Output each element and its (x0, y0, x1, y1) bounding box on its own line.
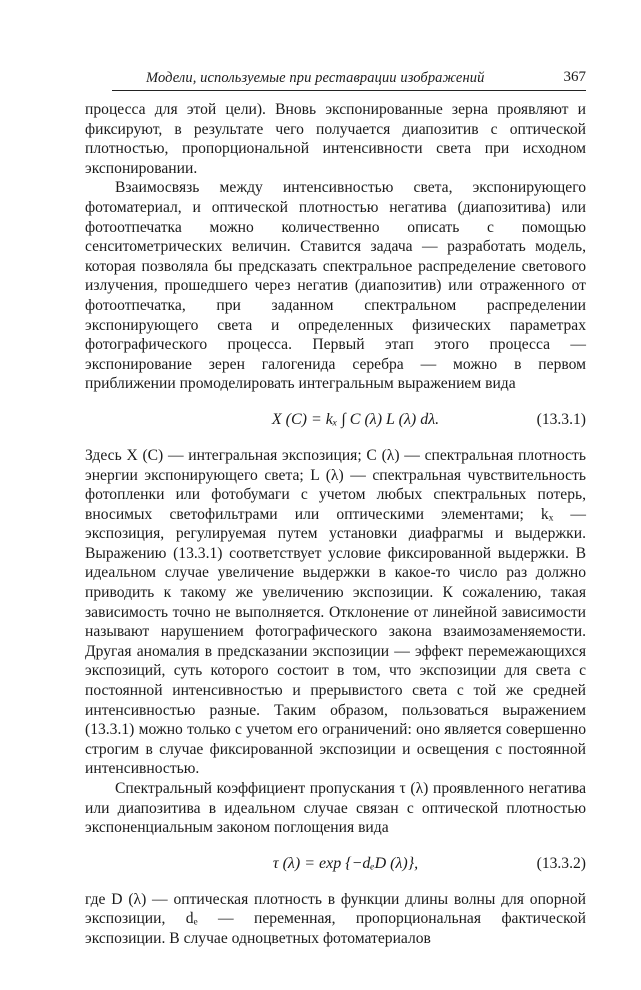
equation-1-number: (13.3.1) (536, 410, 586, 428)
equation-2-formula: τ (λ) = exp {−dₑD (λ)}, (272, 854, 419, 872)
equation-2-number: (13.3.2) (536, 854, 586, 872)
paragraph-3: Здесь X (C) — интегральная экспозиция; C (λ) — спектральная плотность энергии экспонирующего света; L (λ) — спектральная чувствительность фотопленки или фотобумаги с учетом любых спектральных потерь, вносимых светофильтрами или оптическими элементами; kₓ — экспозиция, регулируемая путем установки диафрагмы и выдержки. Выражению (13.3.1) соответствует условие фиксированной выдержки. В идеальном случае увеличение выдержки в какое-то число раз должно приводить к такому же увеличению экспозиции. К сожалению, такая зависимость точно не выполняется. Отклонение от линейной зависимости называют нарушением фотографического закона взаимозаменяемости. Другая аномалия в предсказании экспозиции — эффект перемежающихся экспозиций, суть которого состоит в том, что экспозиции для света с постоянной интенсивностью и прерывистого света с той же средней интенсивностью разные. Таким образом, пользоваться выражением (13.3.1) можно только с учетом его ограничений: оно является совершенно строгим в случае фиксированной экспозиции и освещения с постоянной интенсивностью. (85, 446, 586, 778)
equation-13-3-2 (85, 847, 586, 881)
equation-1-formula: X (C) = kₓ ∫ C (λ) L (λ) dλ. (271, 410, 440, 428)
page-header (112, 68, 586, 91)
paragraph-4: Спектральный коэффициент пропускания τ (λ) проявленного негатива или диапозитива в идеальном случае связан с оптической плотностью экспоненциальным законом поглощения вида (85, 780, 586, 837)
paragraph-1: процесса для этой цели). Вновь экспонированные зерна проявляют и фиксируют, в результате чего получается диапозитив с оптической плотностью, пропорциональной интенсивности света при исходном экспонировании. (85, 101, 586, 177)
page-body (85, 100, 586, 949)
running-title: Модели, используемые при реставрации изображений (146, 70, 485, 86)
paragraph-2: Взаимосвязь между интенсивностью света, экспонирующего фотоматериал, и оптической плотностью негатива (диапозитива) или фотоотпечатка можно количественно описать с помощью сенситометрических величин. Ставится задача — разработать модель, которая позволяла бы предсказать спектральное распределение светового излучения, прошедшего через негатив (диапозитив) или отраженного от фотоотпечатка, при заданном спектральном распределении экспонирующего света и определенных физических параметрах фотографического процесса. Первый этап этого процесса — экспонирование зерен галогенида серебра — можно в первом приближении промоделировать интегральным выражением вида (85, 179, 586, 393)
paragraph-5: где D (λ) — оптическая плотность в функции длины волны для опорной экспозиции, dₑ — переменная, пропорциональная фактической экспозиции. В случае одноцветных фотоматериалов (85, 890, 586, 947)
equation-13-3-1 (85, 403, 586, 437)
page-number: 367 (563, 69, 586, 85)
